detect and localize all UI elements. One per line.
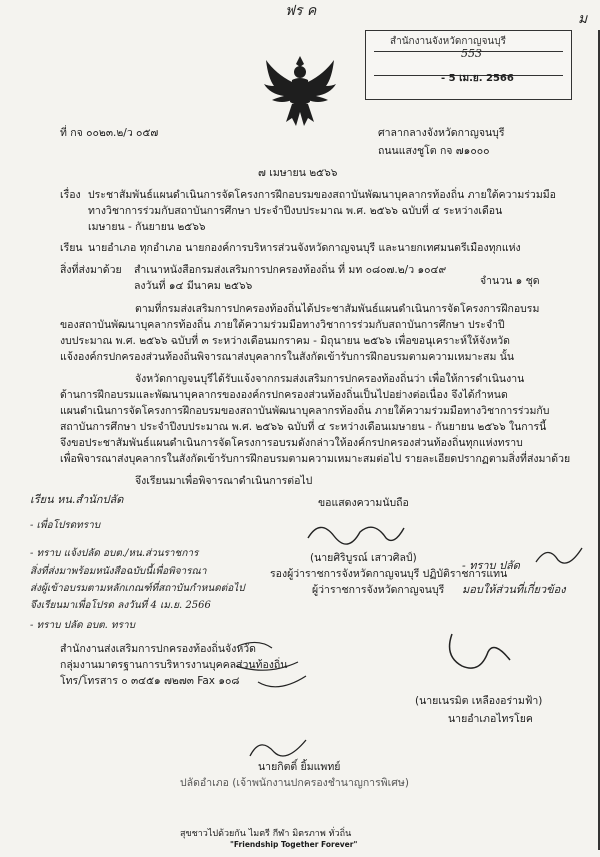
signer-position-2: ผู้ว่าราชการจังหวัดกาญจนบุรี [312, 584, 445, 596]
para2-line-2: ด้านการฝึกอบรมและพัฒนาบุคลากรขององค์กรปกครองส่วนท้องถิ่นเป็นไปอย่างต่อเนื่อง จึงได้กำหนด [60, 389, 508, 401]
receipt-stamp [365, 30, 572, 100]
sender-office: สำนักงานส่งเสริมการปกครองท้องถิ่นจังหวัด [60, 643, 256, 655]
hand-note-5: จึงเรียนมาเพื่อโปรด ลงวันที่ 4 เม.ย. 2566 [30, 600, 211, 611]
to-label: เรียน [60, 242, 83, 254]
bottom-position: ปลัดอำเภอ (เจ้าพนักงานปกครองชำนาญการพิเศษ) [180, 777, 409, 789]
to-text: นายอำเภอ ทุกอำเภอ นายกองค์การบริหารส่วนจังหวัดกาญจนบุรี และนายกเทศมนตรีเมืองทุกแห่ง [88, 242, 521, 254]
hand-right-1: มอบให้ส่วนที่เกี่ยวข้อง [462, 583, 566, 596]
para2-line-6: เพื่อพิจารณาส่งบุคลากรในสังกัดเข้ารับการฝึกอบรมตามความเหมาะสมต่อไป รายละเอียดปรากฏตามสิ่งที่ส่งมาด้วย [60, 453, 571, 465]
para2-line-5: จึงขอประชาสัมพันธ์แผนดำเนินการจัดโครงการอบรมดังกล่าวให้องค์กรปกครองส่วนท้องถิ่นทุกแห่งทราบ [60, 437, 523, 449]
nayok-position: นายอำเภอไทรโยค [448, 713, 533, 725]
hand-right-0: - ทราบ ปลัด [462, 559, 520, 572]
para1-line-4: แจ้งองค์กรปกครองส่วนท้องถิ่นพิจารณาส่งบุคลากรในสังกัดเข้ารับการฝึกอบรมตามความเหมาะสม นั้น [60, 351, 515, 363]
signature-right-icon [530, 540, 590, 570]
stamp-date: - 5 เม.ย. 2566 [441, 73, 514, 84]
attach-line-2: ลงวันที่ ๑๔ มีนาคม ๒๕๖๖ [134, 280, 253, 292]
closing-request: จึงเรียนมาเพื่อพิจารณาดำเนินการต่อไป [135, 475, 313, 487]
para1-line-2: ของสถาบันพัฒนาบุคลากรท้องถิ่น ภายใต้ความร่วมมือทางวิชาการร่วมกับสถาบันการศึกษา ประจำปี [60, 319, 505, 331]
hand-note-2: - ทราบ แจ้งปลัด อบต./หน.ส่วนราชการ [30, 548, 199, 559]
signer-name: (นายศิริบูรณ์ เสาวศิลป์) [310, 552, 417, 564]
doc-date: ๗ เมษายน ๒๕๖๖ [258, 167, 338, 179]
subject-line-2: ทางวิชาการร่วมกับสถาบันการศึกษา ประจำปีงบประมาณ พ.ศ. ๒๕๖๖ ฉบับที่ ๔ ระหว่างเดือน [88, 205, 503, 217]
hand-note-0: เรียน หน.สำนักปลัด [30, 493, 124, 506]
attach-line-1: สำเนาหนังสือกรมส่งเสริมการปกครองท้องถิ่น ที่ มท ๐๘๐๗.๒/ว ๑๐๔๙ [134, 264, 447, 276]
footer-slogan-en: "Friendship Together Forever" [230, 840, 358, 849]
sender-group: กลุ่มงานมาตรฐานการบริหารงานบุคคลส่วนท้องถิ่น [60, 659, 288, 671]
hand-note-4: ส่งผู้เข้าอบรมตามหลักเกณฑ์ที่สถาบันกำหนดต่อไป [30, 583, 245, 594]
attach-count: จำนวน ๑ ชุด [480, 275, 540, 287]
attach-label: สิ่งที่ส่งมาด้วย [60, 264, 122, 276]
para2-line-1: จังหวัดกาญจนบุรีได้รับแจ้งจากกรมส่งเสริมการปกครองท้องถิ่นว่า เพื่อให้การดำเนินงาน [135, 373, 525, 385]
hand-note-6: - ทราบ ปลัด อบต. ทราบ [30, 620, 135, 631]
hand-note-3: สิ่งที่ส่งมาพร้อมหนังสือฉบับนี้เพื่อพิจารณา [30, 566, 207, 577]
signature-nayok-icon [440, 626, 520, 682]
signer-position-1: รองผู้ว่าราชการจังหวัดกาญจนบุรี ปฏิบัติราชการแทน [270, 568, 508, 580]
doc-number: ที่ กจ ๐๐๒๓.๒/ว ๐๕๗ [60, 127, 159, 139]
para1-line-3: งบประมาณ พ.ศ. ๒๕๖๖ ฉบับที่ ๓ ระหว่างเดือนมกราคม - มิถุนายน ๒๕๖๖ เพื่อขอนุเคราะห์ให้จังหวัด [60, 335, 510, 347]
top-scribble: ฟร ค [285, 3, 317, 19]
hand-note-1: - เพื่อโปรดทราบ [30, 520, 101, 531]
subject-line-1: ประชาสัมพันธ์แผนดำเนินการจัดโครงการฝึกอบรมของสถาบันพัฒนาบุคลากรท้องถิ่น ภายใต้ความร่วมมือ [88, 189, 556, 201]
footer-slogan-th: สุขชาวไปด้วยกัน ไมตรี กีฬา มิตรภาพ ทั่วถิ่น [180, 829, 352, 839]
subject-line-3: เมษายน - กันยายน ๒๕๖๖ [88, 221, 206, 233]
subject-label: เรื่อง [60, 189, 81, 201]
nayok-name: (นายเนรมิต เหลืองอร่ามฟ้า) [415, 695, 543, 707]
top-right-mark: ม [578, 11, 588, 27]
garuda-emblem-icon [262, 52, 338, 132]
issuer-address: ถนนแสงชูโต กจ ๗๑๐๐๐ [378, 145, 490, 157]
signature-sender-icon [228, 636, 348, 698]
issuer-office: ศาลากลางจังหวัดกาญจนบุรี [378, 127, 505, 139]
para2-line-3: แผนดำเนินการจัดโครงการฝึกอบรมของสถาบันพัฒนาบุคลากรท้องถิ่น ภายใต้ความร่วมมือทางวิชาการร่วมกับ [60, 405, 550, 417]
stamp-number: 553 [461, 47, 482, 60]
closing: ขอแสดงความนับถือ [318, 497, 409, 509]
para1-line-1: ตามที่กรมส่งเสริมการปกครองท้องถิ่นได้ประชาสัมพันธ์แผนดำเนินการจัดโครงการฝึกอบรม [135, 303, 540, 315]
bottom-name: นายกิตติ์ ยิ้มแพทย์ [258, 761, 341, 773]
signature-vice-governor-icon [300, 512, 410, 550]
stamp-office: สำนักงานจังหวัดกาญจนบุรี [390, 36, 506, 47]
para2-line-4: สถาบันการศึกษา ประจำปีงบประมาณ พ.ศ. ๒๕๖๖ ฉบับที่ ๔ ระหว่างเดือนเมษายน - กันยายน ๒๕๖๖ ในการนี้ [60, 421, 547, 433]
sender-phone: โทร/โทรสาร ๐ ๓๔๕๑ ๗๒๗๓ Fax ๑๐๘ [60, 675, 240, 687]
